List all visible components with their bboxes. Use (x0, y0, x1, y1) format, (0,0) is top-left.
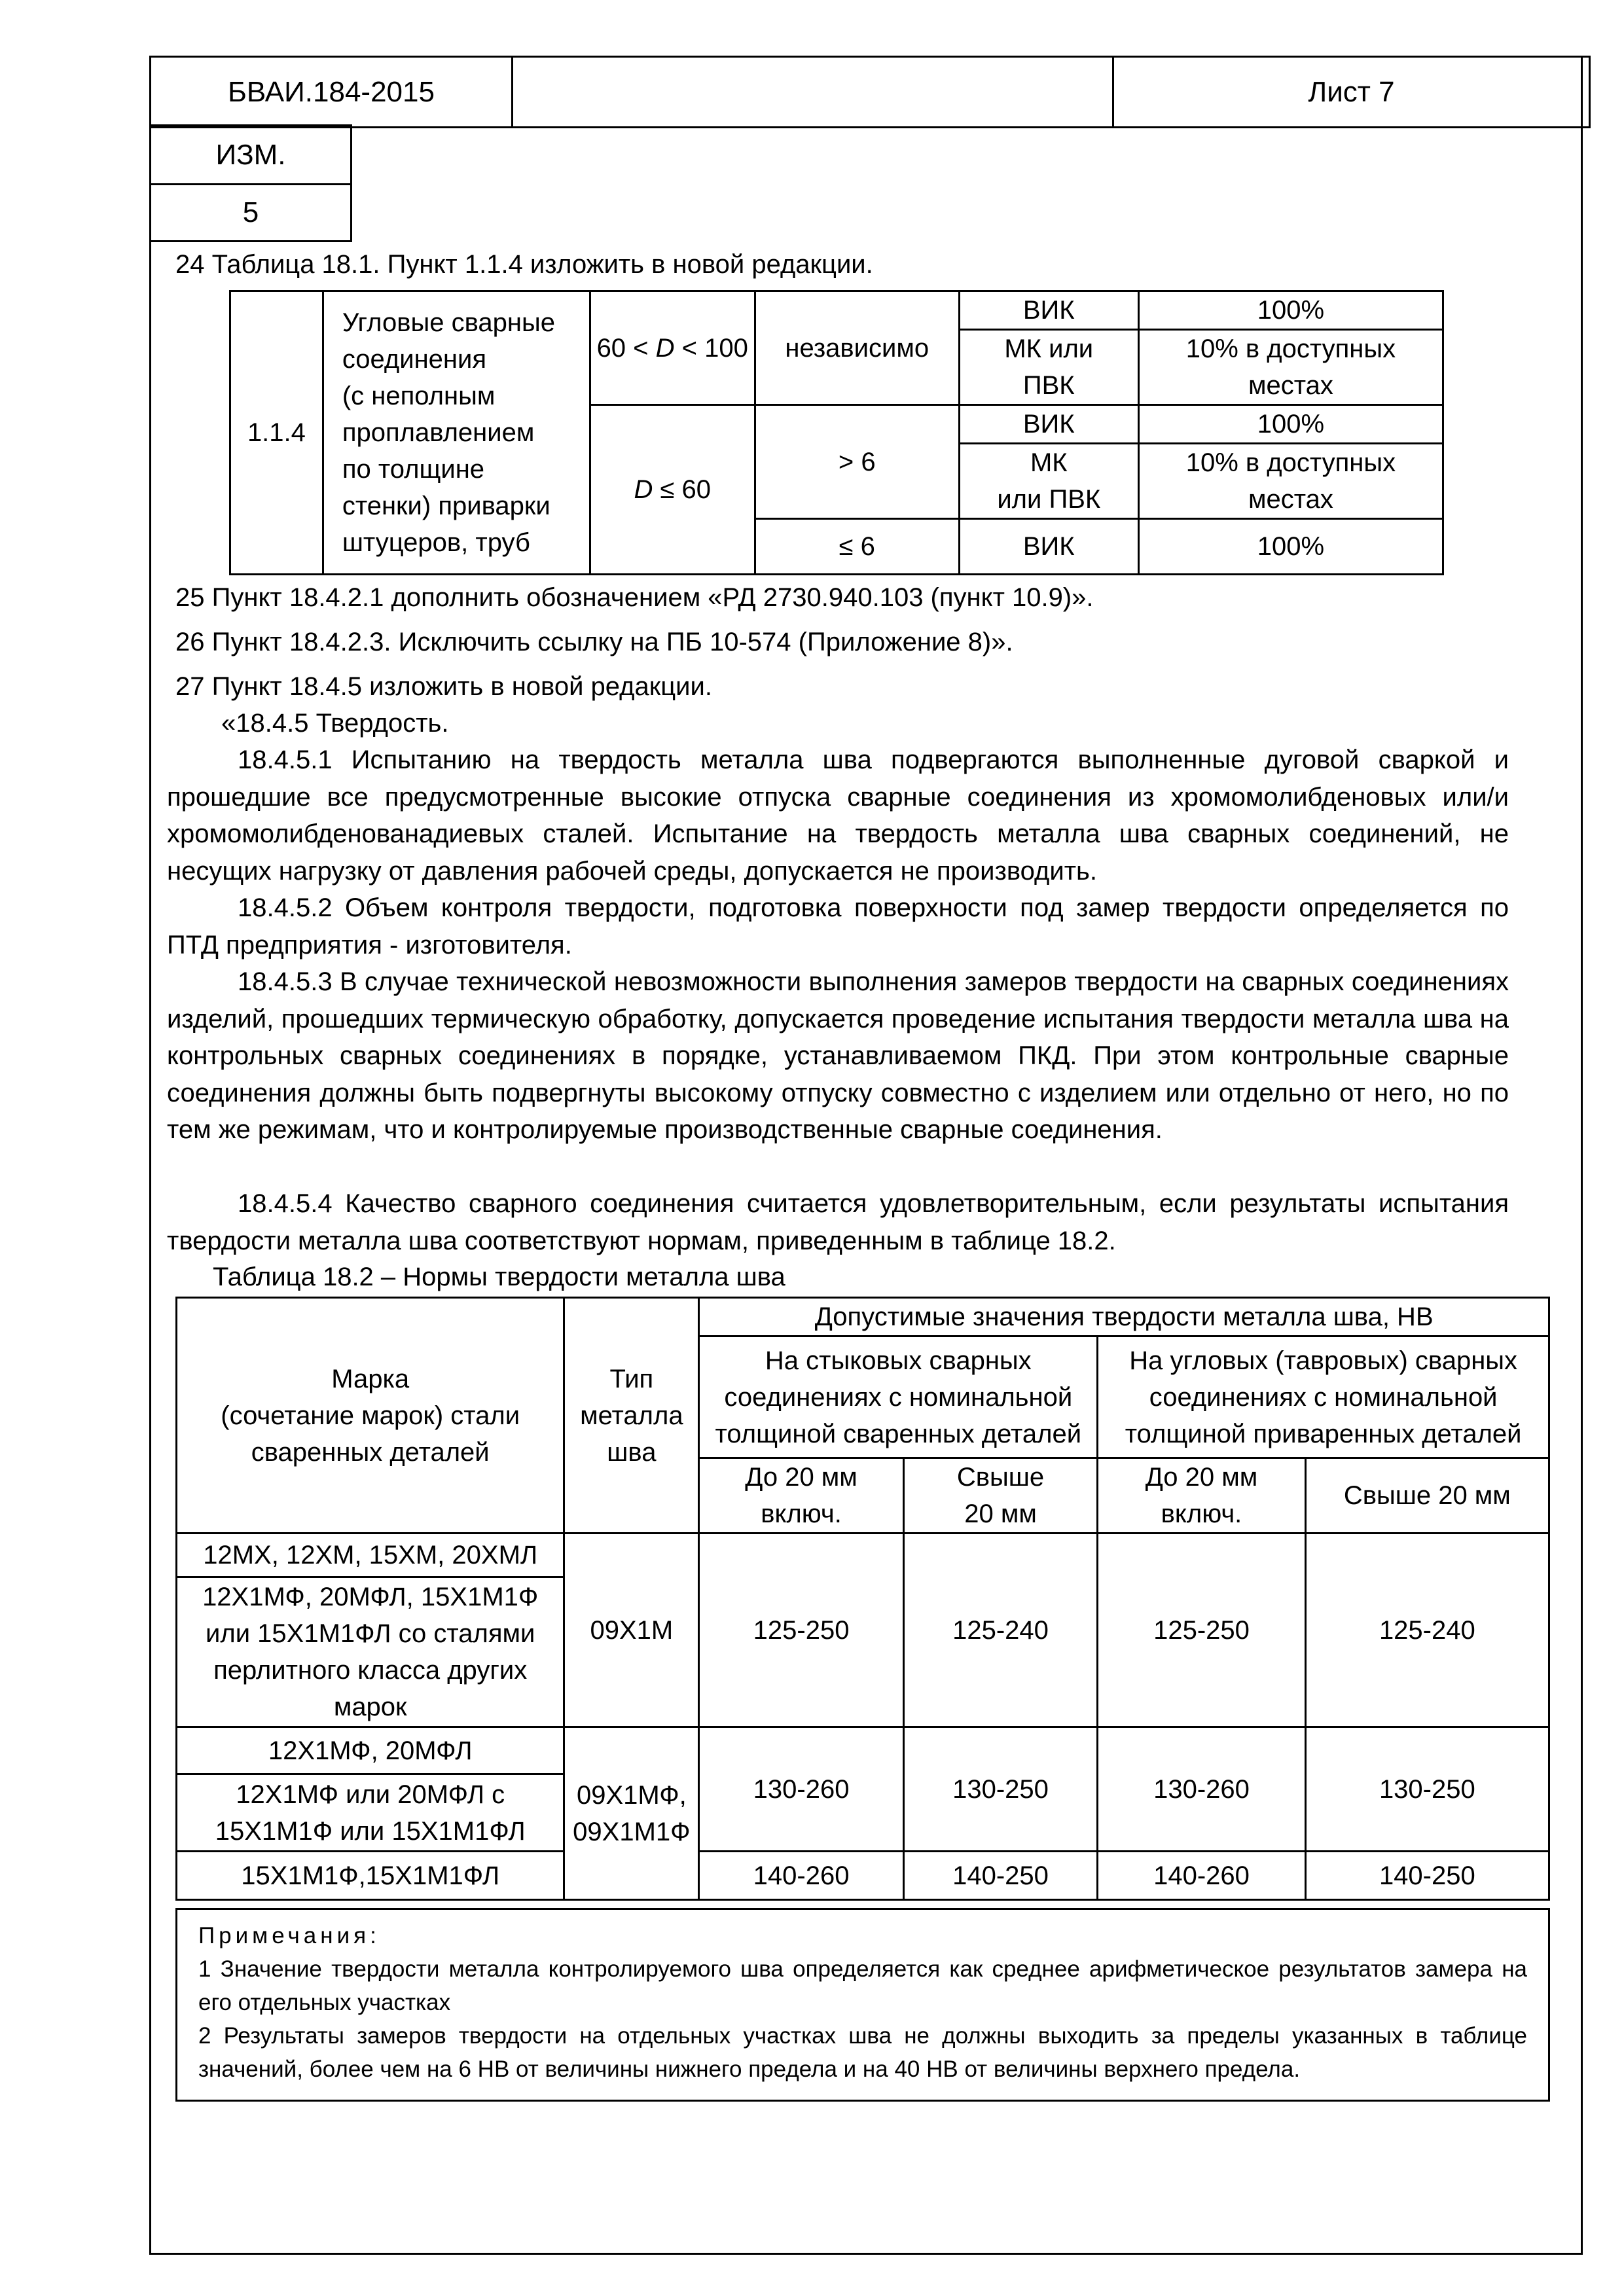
table-row (177, 1534, 1549, 1577)
point-number: 1.1.4 (230, 291, 323, 575)
table-row (177, 1852, 1549, 1900)
table-18-2-notes (175, 1908, 1550, 2102)
value-cell: 125-240 (1305, 1534, 1549, 1727)
volume-partial: 10% в доступных местах (1138, 330, 1443, 405)
grade-cell: 12Х1МФ или 20МФЛ с 15Х1М1Ф или 15Х1М1ФЛ (177, 1774, 564, 1852)
value-cell: 140-260 (699, 1852, 903, 1900)
thickness-any: независимо (755, 291, 959, 405)
grade-cell: 12Х1МФ, 20МФЛ (177, 1727, 564, 1774)
weld-type-cell: 09Х1М (564, 1534, 699, 1727)
volume-full: 100% (1138, 405, 1443, 444)
value-cell: 140-250 (903, 1852, 1098, 1900)
table-18-2 (175, 1297, 1550, 1901)
item-27: 27 Пункт 18.4.5 изложить в новой редакции. (175, 672, 712, 701)
thickness-le-6: ≤ 6 (755, 519, 959, 575)
paragraph-18-4-5-2: 18.4.5.2 Объем контроля твердости, подготовка поверхности под замер твердости определяется по ПТД предприятия - изготовителя. (167, 893, 1509, 960)
change-stamp (149, 124, 352, 242)
paragraph-18-4-5-3: 18.4.5.3 В случае технической невозможности выполнения замеров твердости на сварных соединениях изделий, прошедших термическую обработку, допускается проведение испытания твердости металла шва на контрольных сварных соединениях в порядке, устанавливаемом ПКД. При этом контрольные сварные соединения должны быть подвергнуты высокому отпуску совместно с изделием или отдельно от него, но по тем же режимам, что и контролируемые производственные сварные соединения. (167, 967, 1509, 1144)
item-24-heading: 24 Таблица 18.1. Пункт 1.1.4 изложить в новой редакции. (175, 250, 873, 279)
note-2: 2 Результаты замеров твердости на отдельных участках шва не должны выходить за пределы указанных в таблице значений, более чем на 6 НВ от величины нижнего предела и на 40 НВ от величины верхнего предела. (198, 2023, 1527, 2082)
header-weld-type: Тип металла шва (564, 1298, 699, 1534)
value-cell: 140-250 (1305, 1852, 1549, 1900)
note-1: 1 Значение твердости металла контролируемого шва определяется как среднее арифметическое результатов замера на его отдельных участках (198, 1956, 1527, 2015)
grade-cell: 12Х1МФ, 20МФЛ, 15Х1М1Ф или 15Х1М1ФЛ со сталями перлитного класса других марок (177, 1577, 564, 1727)
section-title: «18.4.5 Твердость. (221, 709, 449, 738)
table-18-2-caption: Таблица 18.2 – Нормы твердости металла шва (213, 1263, 785, 1291)
change-label: ИЗМ. (151, 126, 352, 185)
change-number: 5 (151, 185, 352, 242)
header-grade: Марка (сочетание марок) стали сваренных деталей (177, 1298, 564, 1534)
table-18-1-excerpt (229, 290, 1444, 575)
method-vik: ВИК (959, 405, 1138, 444)
header-butt-joints: На стыковых сварных соединениях с номинальной толщиной сваренных деталей (699, 1336, 1098, 1458)
value-cell: 130-250 (1305, 1727, 1549, 1852)
grade-cell: 15Х1М1Ф,15Х1М1ФЛ (177, 1852, 564, 1900)
thickness-gt-6: > 6 (755, 405, 959, 519)
weld-type-cell: 09Х1МФ, 09Х1М1Ф (564, 1727, 699, 1900)
value-cell: 130-250 (903, 1727, 1098, 1852)
doc-code: БВАИ.184-2015 (151, 57, 513, 128)
header-fillet-joints: На угловых (тавровых) сварных соединениях с номинальной толщиной приваренных деталей (1098, 1336, 1549, 1458)
value-cell: 125-250 (699, 1534, 903, 1727)
diameter-range-1: 60 < D < 100 (590, 291, 755, 405)
header-blank (513, 57, 1113, 128)
method-vik: ВИК (959, 291, 1138, 330)
header-butt-upto-20: До 20 мм включ. (699, 1458, 903, 1534)
item-25: 25 Пункт 18.4.2.1 дополнить обозначением «РД 2730.940.103 (пункт 10.9)». (175, 583, 1094, 612)
value-cell: 130-260 (1098, 1727, 1305, 1852)
method-mk-pvk: МК или ПВК (959, 444, 1138, 519)
header-butt-over-20: Свыше 20 мм (903, 1458, 1098, 1534)
grade-cell: 12МХ, 12ХМ, 15ХМ, 20ХМЛ (177, 1534, 564, 1577)
method-vik: ВИК (959, 519, 1138, 575)
volume-partial: 10% в доступных местах (1138, 444, 1443, 519)
sheet-number: Лист 7 (1113, 57, 1590, 128)
volume-full: 100% (1138, 519, 1443, 575)
paragraph-18-4-5-4: 18.4.5.4 Качество сварного соединения считается удовлетворительным, если результаты испытания твердости металла шва соответствуют нормам, приведенным в таблице 18.2. (167, 1189, 1509, 1255)
item-26: 26 Пункт 18.4.2.3. Исключить ссылку на ПБ 10-574 (Приложение 8)». (175, 628, 1013, 656)
value-cell: 130-260 (699, 1727, 903, 1852)
header-fillet-over-20: Свыше 20 мм (1305, 1458, 1549, 1534)
volume-full: 100% (1138, 291, 1443, 330)
joint-description: Угловые сварные соединения (с неполным проплавлением по толщине стенки) приварки штуцеров, труб (323, 291, 590, 575)
paragraph-18-4-5-1: 18.4.5.1 Испытанию на твердость металла шва подвергаются выполненные дуговой сваркой и прошедшие все предусмотренные высокие отпуска сварные соединения из хромомолибденовых или/и хромомолибденованадиевых сталей. Испытание на твердость металла шва сварных соединений, не несущих нагрузку от давления рабочей среды, допускается не производить. (167, 745, 1509, 886)
value-cell: 125-250 (1098, 1534, 1305, 1727)
header-fillet-upto-20: До 20 мм включ. (1098, 1458, 1305, 1534)
value-cell: 140-260 (1098, 1852, 1305, 1900)
notes-title: Примечания: (198, 1923, 380, 1948)
method-mk-pvk: МК или ПВК (959, 330, 1138, 405)
table-row (177, 1727, 1549, 1774)
value-cell: 125-240 (903, 1534, 1098, 1727)
header-stamp (149, 56, 1591, 128)
diameter-range-2: D ≤ 60 (590, 405, 755, 575)
header-allowed-hardness: Допустимые значения твердости металла шва, НВ (699, 1298, 1549, 1336)
